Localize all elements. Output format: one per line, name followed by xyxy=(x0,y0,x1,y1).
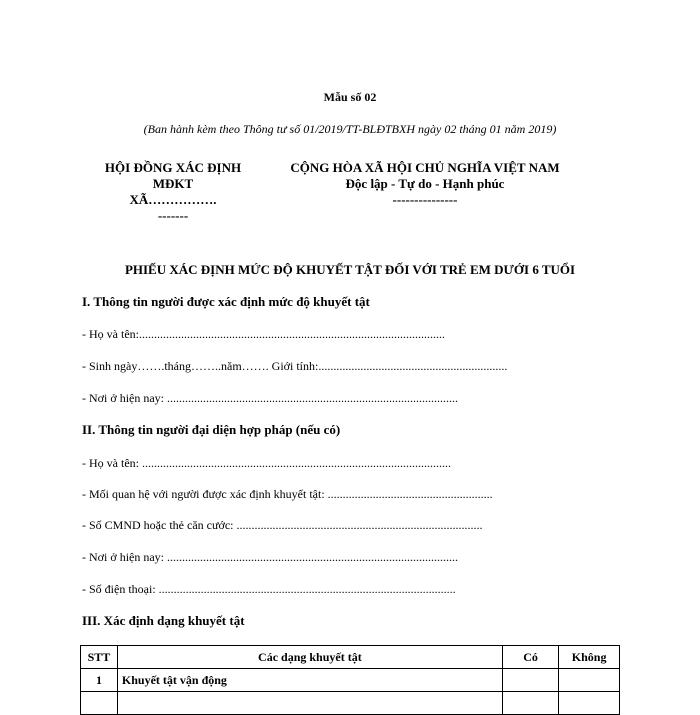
header-stt: STT xyxy=(81,646,118,669)
table-row xyxy=(81,692,620,715)
disability-type-table xyxy=(80,645,620,715)
representative-name-field: - Họ và tên: ....................................................................................................... xyxy=(82,456,451,470)
section3-heading: III. Xác định dạng khuyết tật xyxy=(82,613,245,628)
table-row xyxy=(81,669,620,692)
national-motto: Độc lập - Tự do - Hạnh phúc xyxy=(345,176,505,191)
row-no-checkbox[interactable] xyxy=(559,669,620,692)
table-header-row xyxy=(81,646,620,669)
header-no: Không xyxy=(559,646,620,669)
row-yes-checkbox[interactable] xyxy=(502,669,558,692)
phone-field: - Số điện thoại: ................................................................................................... xyxy=(82,582,456,596)
council-name: HỘI ĐỒNG XÁC ĐỊNH xyxy=(104,160,242,175)
section1-heading: I. Thông tin người được xác định mức độ khuyết tật xyxy=(82,294,370,309)
row-type xyxy=(117,692,502,715)
document-title: PHIẾU XÁC ĐỊNH MỨC ĐỘ KHUYẾT TẬT ĐỐI VỚI TRẺ EM DƯỚI 6 TUỔI xyxy=(124,262,576,277)
issued-note: (Ban hành kèm theo Thông tư số 01/2019/TT-BLĐTBXH ngày 02 tháng 01 năm 2019) xyxy=(143,122,557,136)
council-header xyxy=(78,160,268,224)
national-header xyxy=(270,160,580,208)
id-card-field: - Số CMND hoặc thẻ căn cước: .................................................................................. xyxy=(82,518,483,532)
person-name-field: - Họ và tên:...................................................................................................... xyxy=(82,327,445,341)
person-address-field: - Nơi ở hiện nay: ................................................................................................. xyxy=(82,391,459,405)
form-number: Mẫu số 02 xyxy=(323,90,377,104)
country-name: CỘNG HÒA XÃ HỘI CHỦ NGHĨA VIỆT NAM xyxy=(290,160,560,175)
representative-address-field: - Nơi ở hiện nay: ................................................................................................. xyxy=(82,550,459,564)
relationship-field: - Mối quan hệ với người được xác định khuyết tật: ....................................................... xyxy=(82,487,493,501)
header-type: Các dạng khuyết tật xyxy=(117,646,502,669)
row-no-checkbox[interactable] xyxy=(559,692,620,715)
row-stt: 1 xyxy=(81,669,118,692)
row-yes-checkbox[interactable] xyxy=(502,692,558,715)
motto-divider: --------------- xyxy=(392,192,458,207)
commune-name: XÃ……………. xyxy=(129,192,217,207)
section2-heading: II. Thông tin người đại diện hợp pháp (nếu có) xyxy=(82,422,341,437)
header-yes: Có xyxy=(502,646,558,669)
row-stt xyxy=(81,692,118,715)
header-divider: ------- xyxy=(157,208,189,223)
birth-gender-field: - Sinh ngày…….tháng……..năm……. Giới tính:............................................................... xyxy=(82,359,508,373)
row-type: Khuyết tật vận động xyxy=(117,669,502,692)
council-abbrev: MĐKT xyxy=(152,176,194,191)
